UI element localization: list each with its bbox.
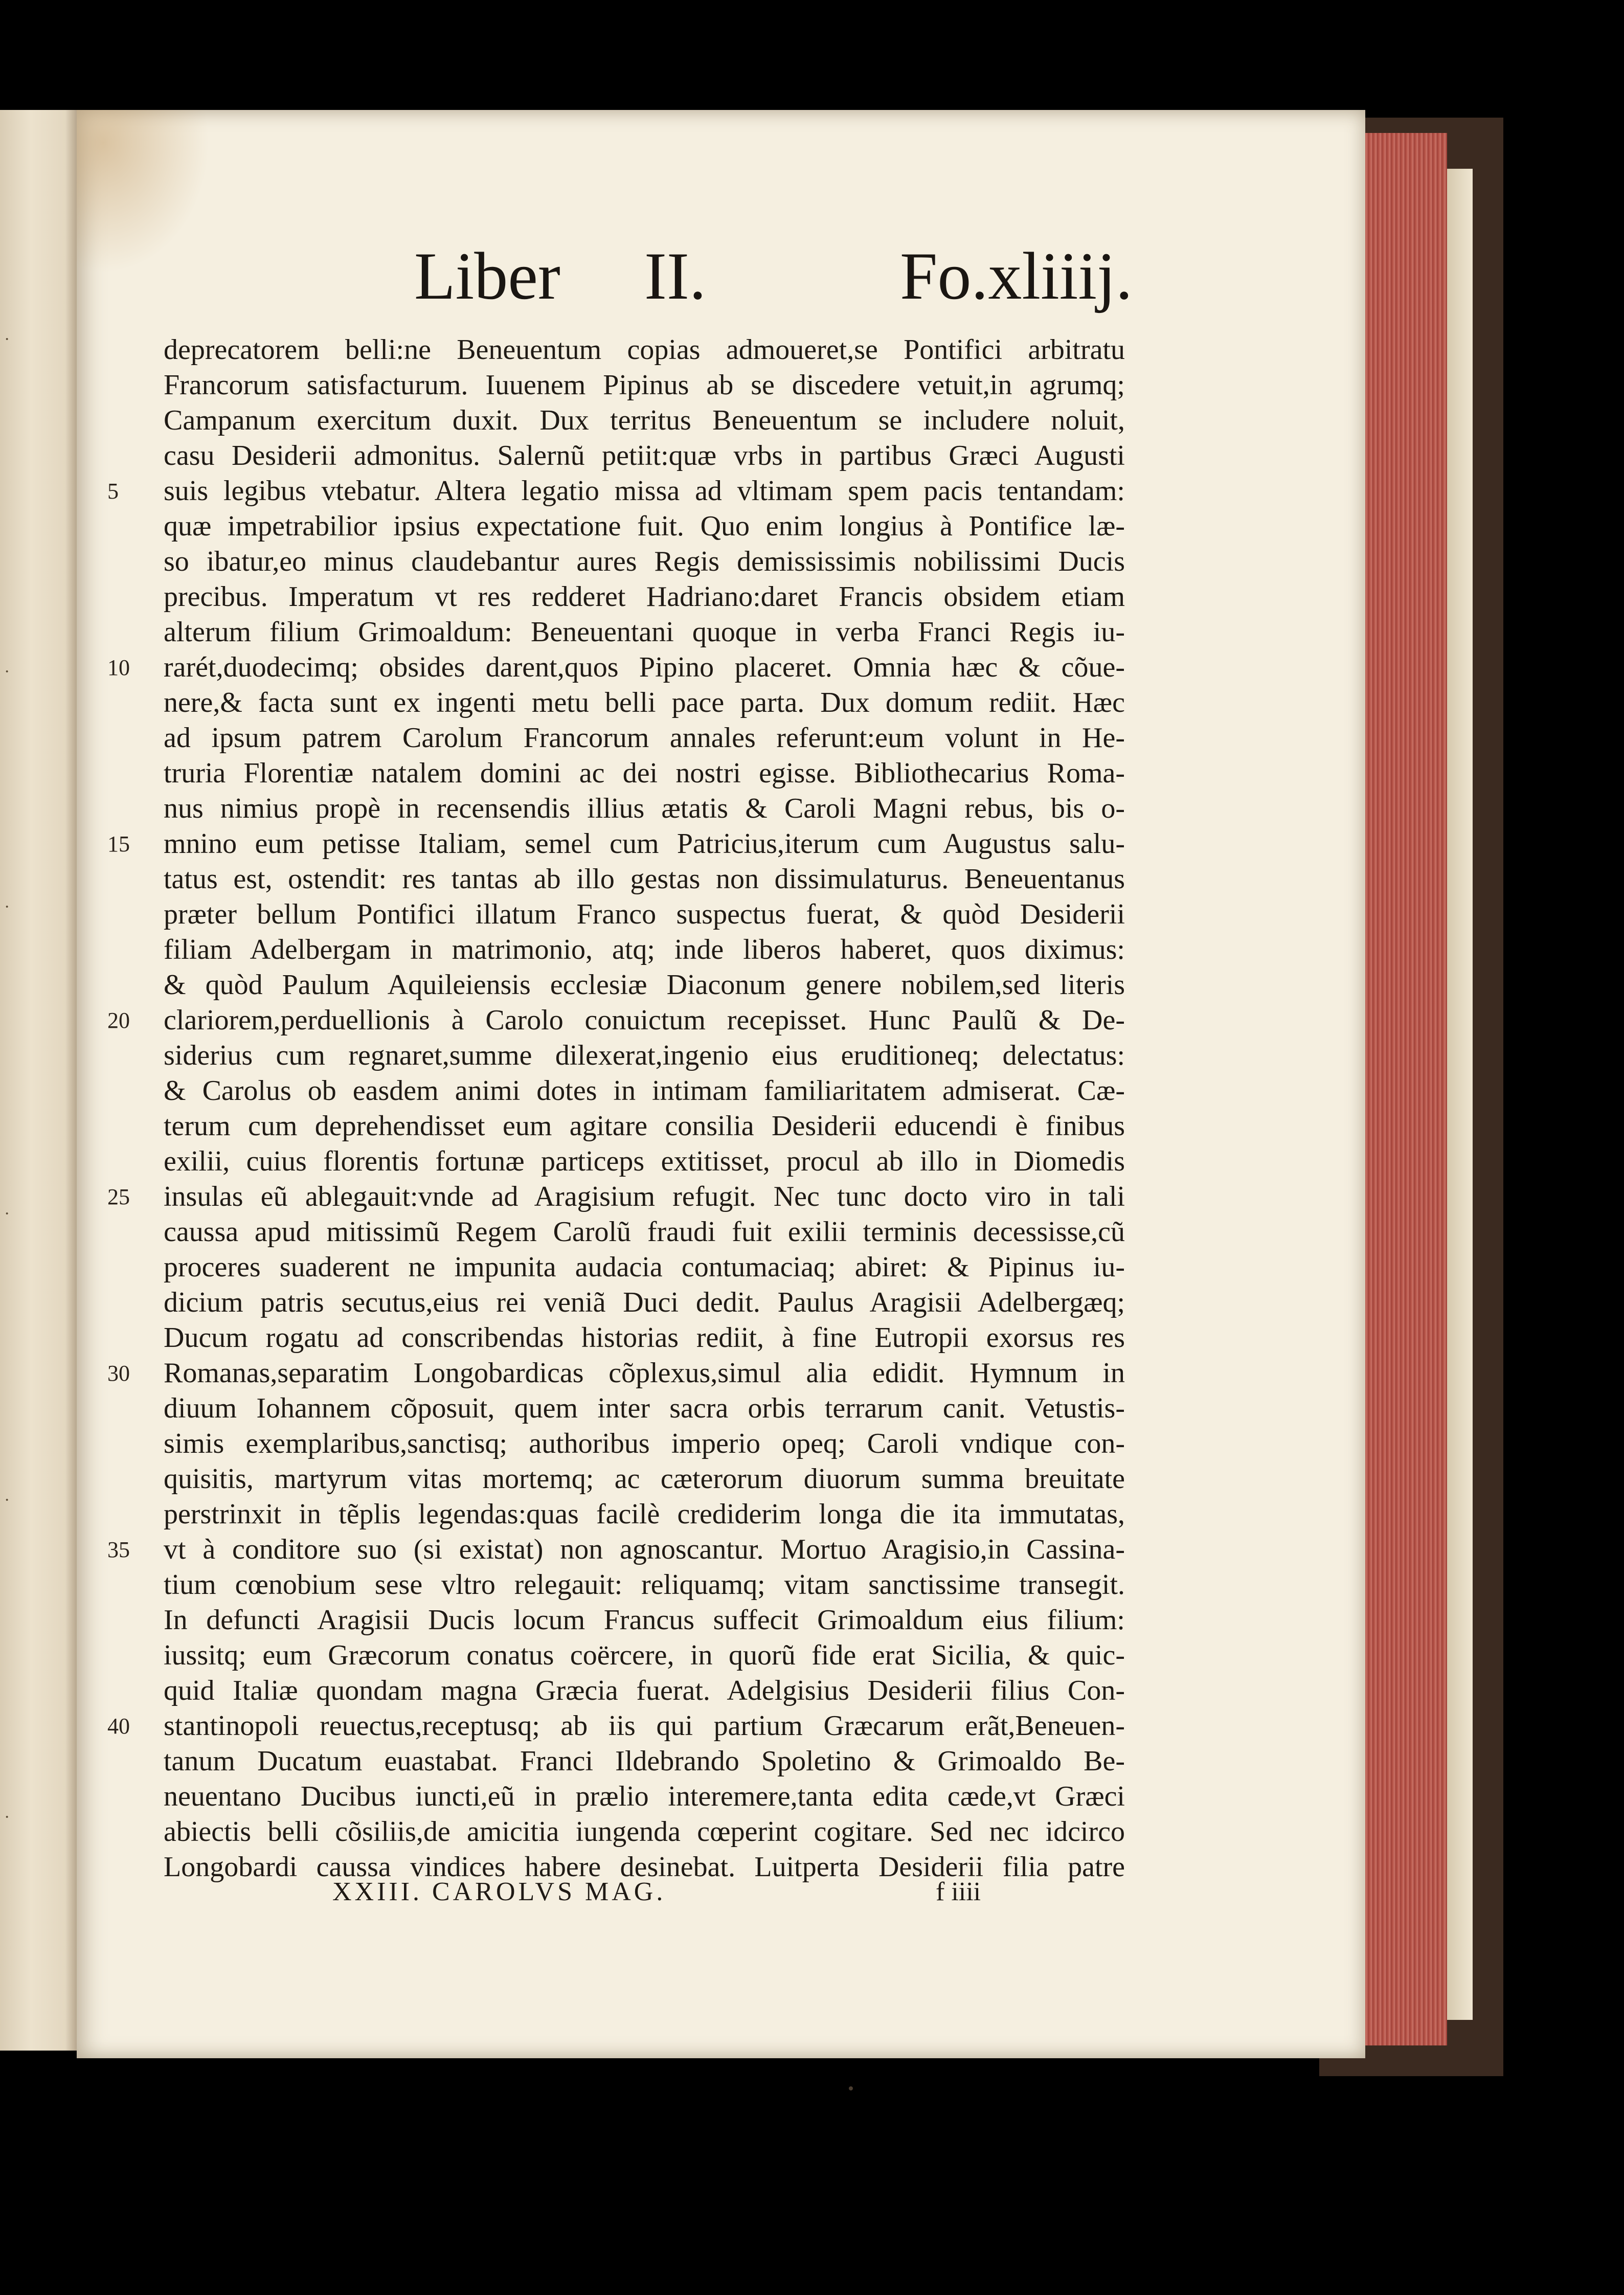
text-line-content: caussa apud mitissimũ Regem Carolũ fraudi fuit exilii terminis decessisse,cũ [164,1216,1125,1248]
text-line [164,721,1125,756]
text-line-content: Longobardi caussa vindices habere desinebat. Luitperta Desiderii filia patre [164,1851,1125,1883]
text-line [164,1567,1125,1603]
water-stain [77,110,210,274]
text-line [164,1250,1125,1285]
text-line-content: nere,& facta sunt ex ingenti metu belli pace parta. Dux domum rediit. Hæc [164,687,1125,718]
text-line-content: ad ipsum patrem Carolum Francorum annales referunt:eum volunt in He- [164,722,1125,754]
text-line-content: proceres suaderent ne impunita audacia contumaciaq; abiret: & Pipinus iu- [164,1251,1125,1283]
text-line [107,1708,1125,1744]
text-line-content: tatus est, ostendit: res tantas ab illo gestas non dissimulaturus. Beneuentanus [164,863,1125,895]
text-line [107,1003,1125,1038]
line-number: 25 [107,1184,130,1209]
text-line [164,615,1125,650]
text-line-content: tanum Ducatum euastabat. Franci Ildebrando Spoletino & Grimoaldo Be- [164,1745,1125,1777]
text-line-content: stantinopoli reuectus,receptusq; ab iis qui partium Græcarum erãt,Beneuen- [164,1710,1125,1742]
footer-line [332,1874,1012,1910]
text-line-content: clariorem,perduellionis à Carolo conuictum recepisset. Hunc Paulũ & De- [164,1004,1125,1036]
running-head [332,225,1133,327]
text-line [164,1638,1125,1673]
facing-page-mark: · [4,1204,10,1223]
text-line-content: & Carolus ob easdem animi dotes in intimam familiaritatem admiserat. Cæ- [164,1075,1125,1107]
text-line-content: & quòd Paulum Aquileiensis ecclesiæ Diaconum genere nobilem,sed literis [164,969,1125,1001]
facing-page-mark: · [4,897,10,916]
text-line-content: Francorum satisfacturum. Iuuenem Pipinus ab se discedere vetuit,in agrumq; [164,369,1125,401]
text-line [164,403,1125,438]
catchword: XXIII. CAROLVS MAG. [332,1877,666,1906]
line-number: 20 [107,1008,130,1033]
text-line-content: alterum filium Grimoaldum: Beneuentani quoque in verba Franci Regis iu- [164,616,1125,648]
text-line [164,1497,1125,1532]
text-line [164,332,1125,368]
text-line-content: quisitis, martyrum vitas mortemq; ac cæterorum diuorum summa breuitate [164,1463,1125,1495]
text-line [164,368,1125,403]
facing-page-mark: · [4,662,10,681]
line-number: 15 [107,831,130,857]
text-line-content: In defuncti Aragisii Ducis locum Francus suffecit Grimoaldum eius filium: [164,1604,1125,1636]
text-line [164,932,1125,968]
text-line [164,1391,1125,1426]
text-line-content: quæ impetrabilior ipsius expectatione fuit. Quo enim longius à Pontifice læ- [164,510,1125,542]
text-line-content: Romanas,separatim Longobardicas cõplexus,simul alia edidit. Hymnum in [164,1357,1125,1389]
text-line [164,1038,1125,1073]
text-line [164,438,1125,474]
text-line [107,1179,1125,1214]
text-line-content: quid Italiæ quondam magna Græcia fuerat. Adelgisius Desiderii filius Con- [164,1675,1125,1706]
text-line-content: abiectis belli cõsiliis,de amicitia iungenda cœperint cogitare. Sed nec idcirco [164,1816,1125,1848]
text-block [107,332,1125,1885]
running-head-folio: Fo.xliiij. [900,238,1133,313]
text-line-content: perstrinxit in tẽplis legendas:quas facilè crediderim longa die ita immutatas, [164,1498,1125,1530]
text-line-content: filiam Adelbergam in matrimonio, atq; inde liberos haberet, quos diximus: [164,934,1125,965]
text-line-content: iussitq; eum Græcorum conatus coërcere, in quorũ fide erat Sicilia, & quic- [164,1639,1125,1671]
text-line [164,1779,1125,1814]
text-line-content: mnino eum petisse Italiam, semel cum Patricius,iterum cum Augustus salu- [164,828,1125,860]
text-line [164,897,1125,932]
facing-page-mark: · [4,1491,10,1510]
facing-page-mark: · [4,1808,10,1827]
page-edge-cream [1447,169,1473,2020]
text-line [164,1109,1125,1144]
text-line [164,1814,1125,1850]
running-head-book: Liber [414,238,560,313]
text-line [164,509,1125,544]
line-number: 10 [107,655,130,680]
text-line-content: præter bellum Pontifici illatum Franco suspectus fuerat, & quòd Desiderii [164,898,1125,930]
text-line-content: insulas eũ ablegauit:vnde ad Aragisium refugit. Nec tunc docto viro in tali [164,1181,1125,1212]
text-line-content: terum cum deprehendisset eum agitare consilia Desiderii educendi è finibus [164,1110,1125,1142]
text-line [107,826,1125,862]
text-line-content: Ducum rogatu ad conscribendas historias rediit, à fine Eutropii exorsus res [164,1322,1125,1354]
signature-mark: f iiii [936,1877,981,1906]
line-number: 35 [107,1537,130,1562]
line-number: 40 [107,1714,130,1739]
text-line-content: siderius cum regnaret,summe dilexerat,ingenio eius eruditioneq; delectatus: [164,1040,1125,1071]
text-line [164,1426,1125,1461]
text-line-content: so ibatur,eo minus claudebantur aures Regis demississimis nobilissimi Ducis [164,546,1125,577]
text-line [164,579,1125,615]
text-line-content: vt à conditore suo (si existat) non agnoscantur. Mortuo Aragisio,in Cassina- [164,1534,1125,1565]
text-line [107,650,1125,685]
text-line [164,1461,1125,1497]
text-line-content: suis legibus vtebatur. Altera legatio missa ad vltimam spem pacis tentandam: [164,475,1125,507]
text-line [164,862,1125,897]
text-line-content: diuum Iohannem cõposuit, quem inter sacra orbis terrarum canit. Vetustis- [164,1392,1125,1424]
text-line [164,544,1125,579]
text-line [164,1285,1125,1320]
text-line-content: deprecatorem belli:ne Beneuentum copias admoueret,se Pontifici arbitratu [164,334,1125,366]
text-line [164,1673,1125,1708]
text-line-content: nus nimius propè in recensendis illius ætatis & Caroli Magni rebus, bis o- [164,793,1125,824]
text-line [164,685,1125,721]
text-line [164,968,1125,1003]
text-line [164,756,1125,791]
text-line-content: exilii, cuius florentis fortunæ particeps extitisset, procul ab illo in Diomedis [164,1145,1125,1177]
text-line [164,1320,1125,1356]
paper-speck [849,2086,853,2090]
text-line [164,1744,1125,1779]
text-line [107,1356,1125,1391]
text-line [164,1603,1125,1638]
facing-page-mark: · [4,330,10,349]
text-line-content: precibus. Imperatum vt res redderet Hadriano:daret Francis obsidem etiam [164,581,1125,613]
text-line-content: neuentano Ducibus iuncti,eũ in prælio interemere,tanta edita cæde,vt Græci [164,1781,1125,1812]
text-line-content: tium cœnobium sese vltro relegauit: reliquamq; vitam sanctissime transegit. [164,1569,1125,1601]
line-number: 30 [107,1361,130,1386]
text-line-content: rarét,duodecimq; obsides darent,quos Pipino placeret. Omnia hæc & cõue- [164,651,1125,683]
text-line [164,1073,1125,1109]
text-line [164,791,1125,826]
text-line-content: simis exemplaribus,sanctisq; authoribus imperio opeq; Caroli vndique con- [164,1428,1125,1459]
text-line [164,1144,1125,1179]
text-line-content: casu Desiderii admonitus. Salernũ petiit:quæ vrbs in partibus Græci Augusti [164,440,1125,471]
running-head-number: II. [644,238,706,313]
facing-page-left [0,110,77,2051]
text-line-content: truria Florentiæ natalem domini ac dei nostri egisse. Bibliothecarius Roma- [164,757,1125,789]
line-number: 5 [107,479,119,504]
text-line-content: dicium patris secutus,eius rei veniã Duci dedit. Paulus Aragisii Adelbergæq; [164,1287,1125,1318]
text-line-content: Campanum exercitum duxit. Dux territus Beneuentum se includere noluit, [164,404,1125,436]
text-line [164,1214,1125,1250]
text-line [107,1532,1125,1567]
text-line [107,474,1125,509]
